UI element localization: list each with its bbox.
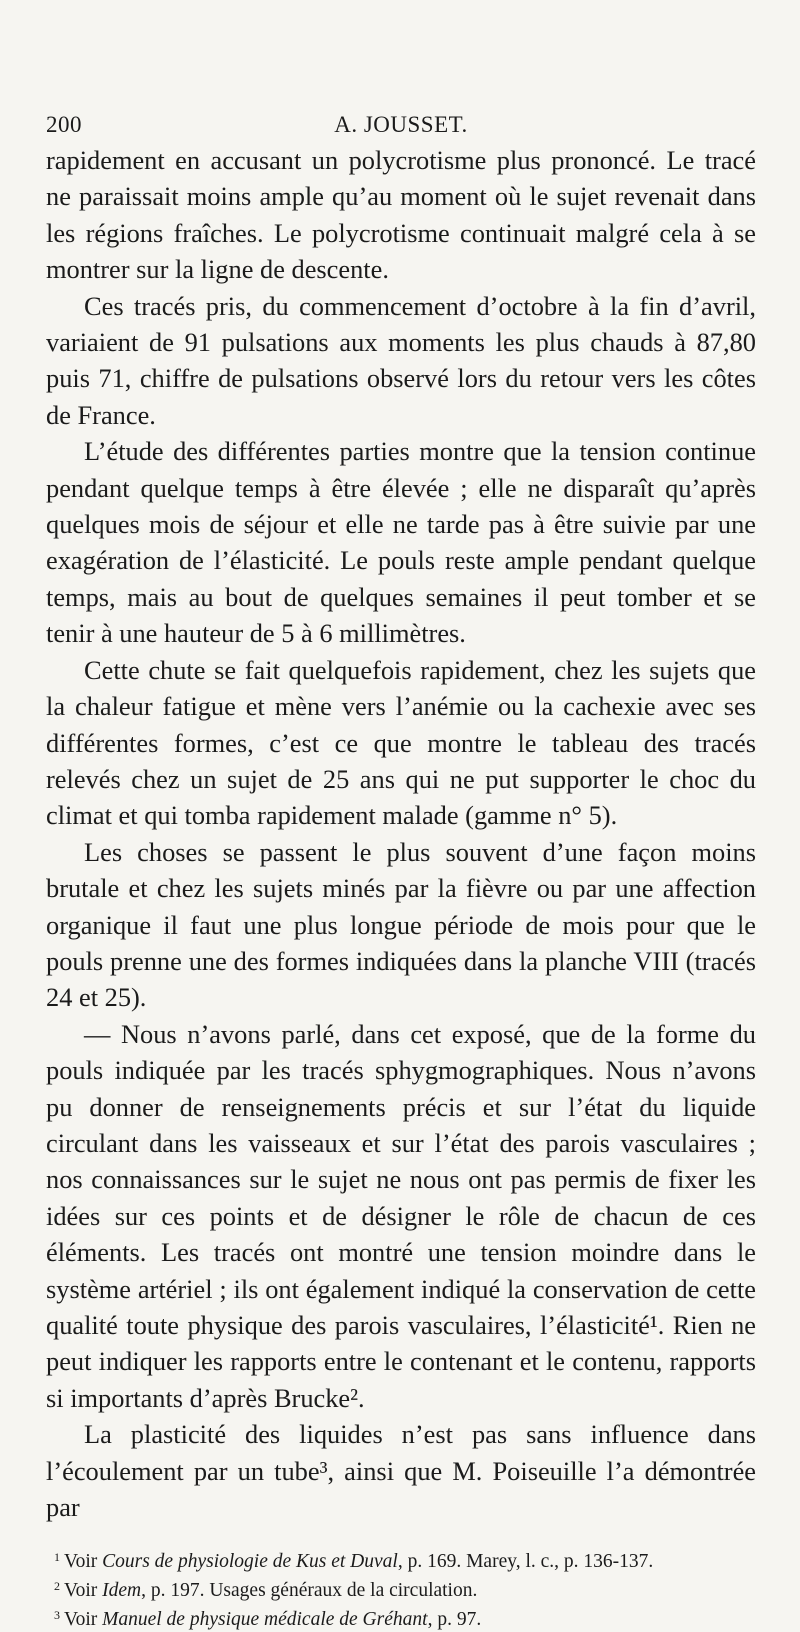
paragraph-1: rapidement en accusant un polycrotisme plus prononcé. Le tracé ne paraissait moins ample qu’au moment où le sujet revenait dans les régions fraîches. Le polycrotisme continuait malgré cela à se montrer sur la ligne de descente. bbox=[46, 145, 756, 285]
body-text bbox=[46, 142, 756, 1525]
paragraph-2: Ces tracés pris, du commencement d’octobre à la fin d’avril, variaient de 91 pulsations aux moments les plus chauds à 87,80 puis 71, chiffre de pulsations observé lors du retour vers les côtes de France. bbox=[46, 290, 756, 430]
footnote-mark: 2 bbox=[54, 1579, 60, 1594]
footnote-title: Idem bbox=[102, 1580, 142, 1602]
footnote-3 bbox=[46, 1603, 756, 1632]
footnote-lead: Voir bbox=[64, 1609, 103, 1631]
running-title: A. JOUSSET. bbox=[334, 112, 468, 137]
footnote-tail: , p. 197. Usages généraux de la circulation. bbox=[141, 1580, 478, 1602]
footnotes bbox=[46, 1545, 756, 1632]
paragraph-3: L’étude des différentes parties montre que la tension continue pendant quelque temps à être élevée ; elle ne disparaît qu’après quelques mois de séjour et elle ne tarde pas à être suivie par une exagération de l’élasticité. Le pouls reste ample pendant quelque temps, mais au bout de quelques semaines il peut tomber et se tenir à une hauteur de 5 à 6 millimètres. bbox=[46, 436, 756, 649]
footnote-title: Manuel de physique médicale de Gréhant bbox=[102, 1609, 428, 1631]
page-header bbox=[46, 108, 756, 142]
footnote-mark: 3 bbox=[54, 1608, 60, 1623]
paragraph-4: Cette chute se fait quelquefois rapidement, chez les sujets que la chaleur fatigue et mène vers l’anémie ou la cachexie avec ses différentes formes, c’est ce que montre le tableau des tracés relevés chez un sujet de 25 ans qui ne put supporter le choc du climat et qui tomba rapidement malade (gamme n° 5). bbox=[46, 654, 756, 831]
footnote-lead: Voir bbox=[64, 1580, 103, 1602]
footnote-tail: , p. 169. Marey, l. c., p. 136-137. bbox=[397, 1551, 654, 1573]
footnote-title: Cours de physiologie de Kus et Duval bbox=[102, 1551, 398, 1573]
paragraph-6: — Nous n’avons parlé, dans cet exposé, que de la forme du pouls indiquée par les tracés sphygmographiques. Nous n’avons pu donner de renseignements précis et sur l’état du liquide circulant dans les vaisseaux et sur l’état des parois vasculaires ; nos connaissances sur le sujet ne nous ont pas permis de fixer les idées sur ces points et de désigner le rôle de chacun de ces éléments. Les tracés ont montré une tension moindre dans le système artériel ; ils ont également indiqué la conservation de cette qualité toute physique des parois vasculaires, l’élasticité¹. Rien ne peut indiquer les rapports entre le contenant et le contenu, rapports si importants d’après Brucke². bbox=[46, 1018, 756, 1413]
footnote-lead: Voir bbox=[64, 1551, 103, 1573]
page-number: 200 bbox=[46, 112, 82, 137]
footnote-tail: , p. 97. bbox=[427, 1609, 482, 1631]
paragraph-5: Les choses se passent le plus souvent d’une façon moins brutale et chez les sujets minés par la fièvre ou par une affection organique il faut une plus longue période de mois pour que le pouls prenne une des formes indiquées dans la planche VIII (tracés 24 et 25). bbox=[46, 836, 756, 1013]
footnote-1 bbox=[46, 1545, 756, 1574]
paragraph-7: La plasticité des liquides n’est pas sans influence dans l’écoulement par un tube³, ainsi que M. Poiseuille l’a démontrée par bbox=[46, 1419, 756, 1523]
footnote-mark: 1 bbox=[54, 1550, 60, 1565]
footnote-2 bbox=[46, 1574, 756, 1603]
